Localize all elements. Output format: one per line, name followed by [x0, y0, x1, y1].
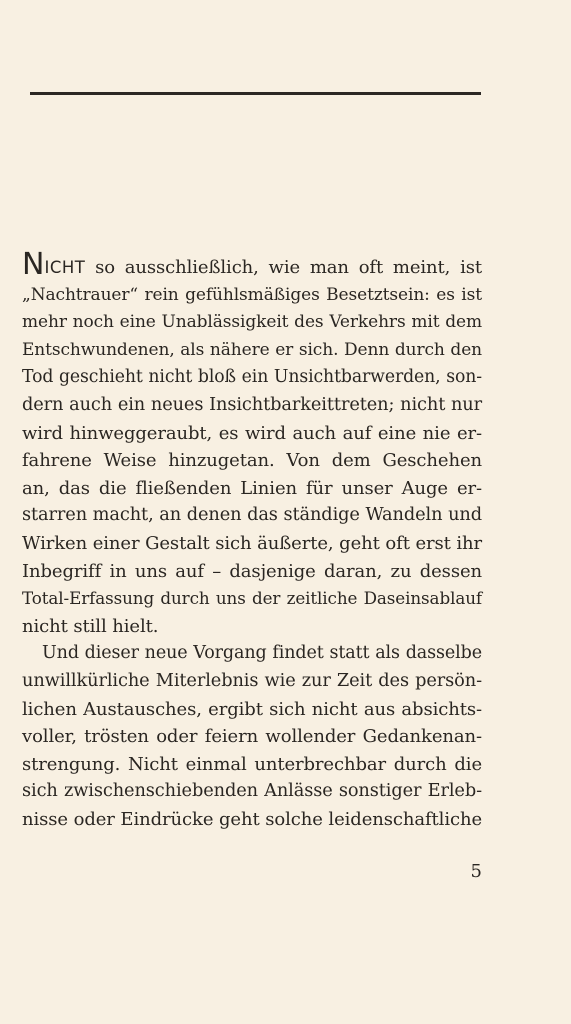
text-line: Inbegriff in uns auf – dasjenige daran, zu dessen [22, 560, 482, 582]
opening-smallcaps: ICHT [44, 258, 86, 277]
page-number: 5 [470, 861, 482, 882]
text-line-1 [22, 247, 482, 282]
text-line: dern auch ein neues Insichtbarkeittreten; nicht nur [22, 394, 482, 415]
text-line: Tod geschieht nicht bloß ein Unsichtbarwerden, son- [22, 367, 482, 388]
first-line-text: so ausschließlich, wie man oft meint, ist [95, 257, 482, 278]
text-line: Entschwundenen, als nähere er sich. Denn durch den [22, 339, 482, 360]
text-line: strengung. Nicht einmal unterbrechbar durch die [22, 753, 482, 775]
text-line: unwillkürliche Miterlebnis wie zur Zeit des persön- [22, 670, 482, 691]
text-line: voller, trösten oder feiern wollender Gedankenan- [22, 726, 482, 748]
text-line: nisse oder Eindrücke geht solche leidenschaftliche [22, 808, 483, 830]
text-line: an, das die fließenden Linien für unser Auge er- [22, 477, 482, 499]
body-text [22, 247, 483, 833]
header-rule [30, 92, 481, 95]
text-line: mehr noch eine Unablässigkeit des Verkehrs mit dem [22, 312, 482, 333]
text-line: starren macht, an denen das ständige Wandeln und [22, 505, 482, 526]
text-line: sich zwischenschiebenden Anlässe sonstiger Erleb- [22, 781, 482, 802]
text-line: wird hinweggeraubt, es wird auch auf eine nie er- [22, 422, 482, 444]
text-line: lichen Austausches, ergibt sich nicht aus absichts- [22, 698, 482, 720]
text-line: „Nachtrauer“ rein gefühlsmäßiges Besetztsein: es ist [22, 284, 482, 305]
text-line: fahrene Weise hinzugetan. Von dem Geschehen [22, 450, 482, 472]
text-line: Wirken einer Gestalt sich äußerte, geht oft erst ihr [22, 532, 483, 554]
text-line: Und dieser neue Vorgang findet statt als dasselbe [42, 643, 482, 664]
text-line: nicht still hielt. [22, 615, 159, 637]
text-line: Total-Erfassung durch uns der zeitliche Daseinsablauf [22, 588, 482, 609]
drop-initial: N [22, 247, 45, 282]
